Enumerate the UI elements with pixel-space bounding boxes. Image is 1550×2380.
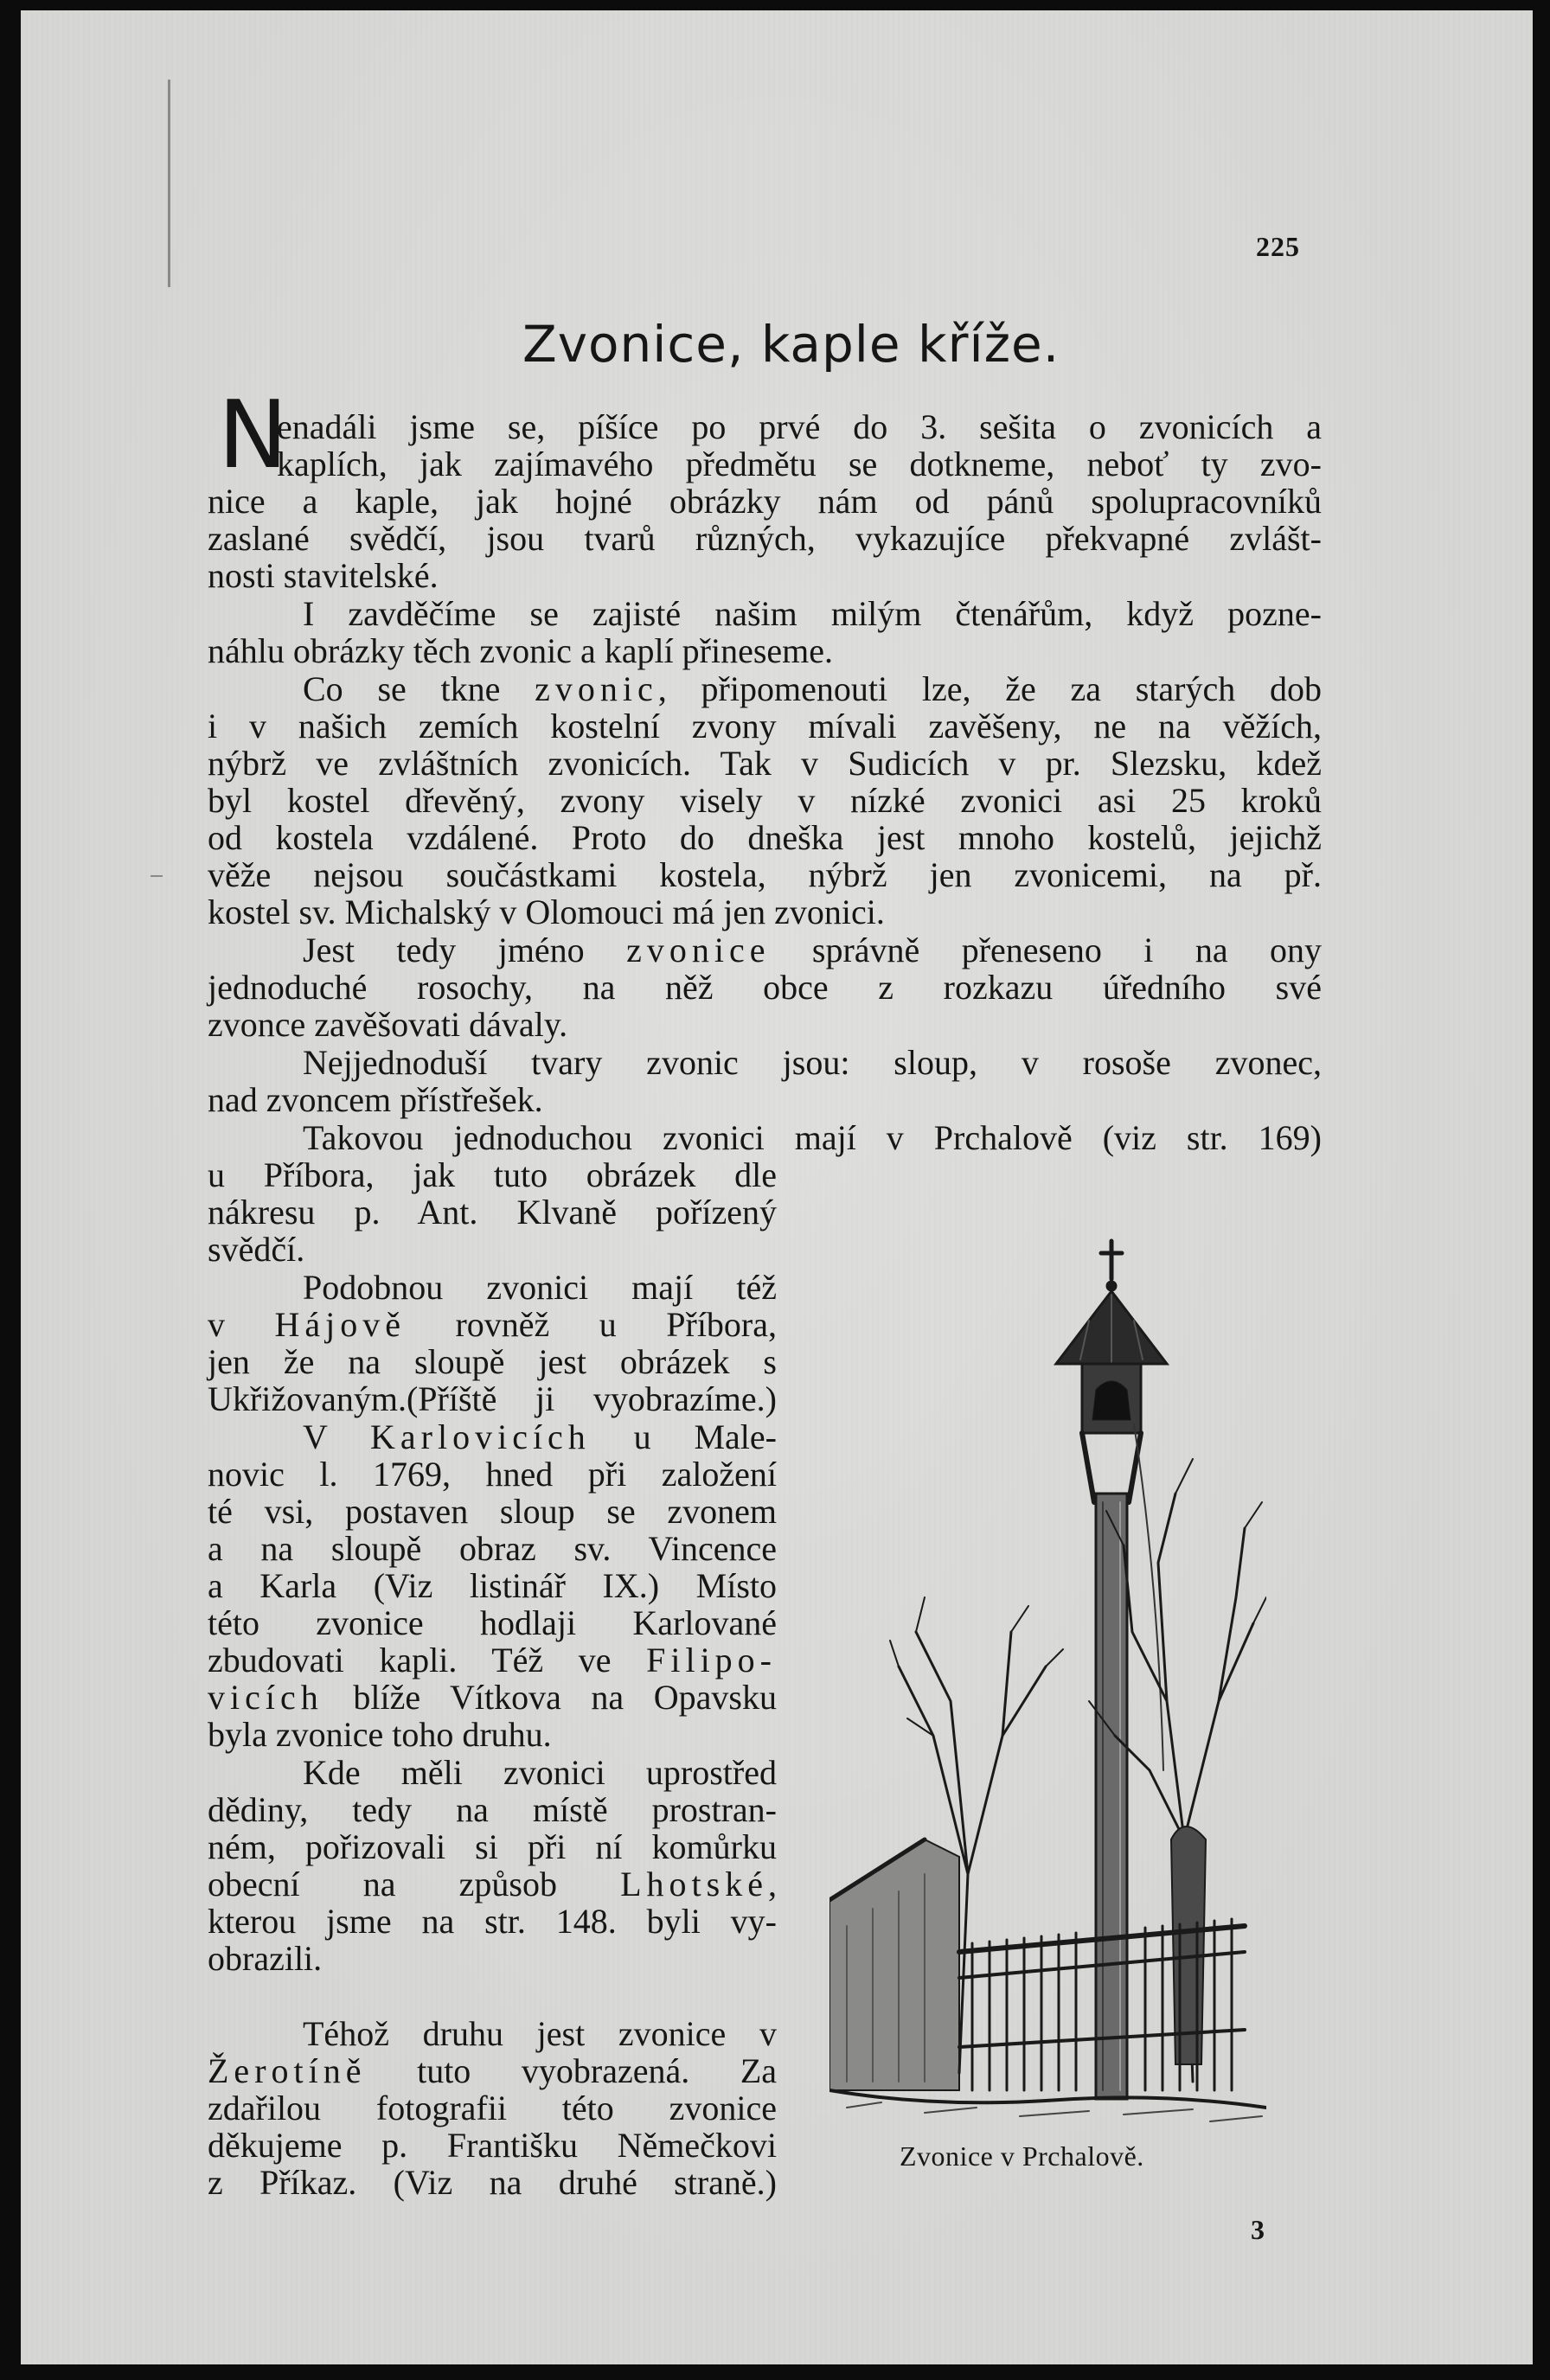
text-line: I zavděčíme se zajisté našim milým čtenářům, když pozne-	[303, 594, 1322, 633]
text-run: Jest tedy jméno	[303, 931, 627, 969]
text-line: Takovou jednoduchou zvonici mají v Prchalově (viz str. 169)	[303, 1118, 1322, 1157]
text-line: ném, pořizovali si při ní komůrku	[208, 1827, 777, 1866]
text-run: u Male-	[590, 1417, 777, 1456]
text-run: v	[208, 1305, 275, 1344]
text-line: té vsi, postaven sloup se zvonem	[208, 1492, 777, 1531]
text-line: obrazili.	[208, 1939, 323, 1978]
signature-number: 3	[1251, 2214, 1265, 2245]
text-line	[208, 2052, 777, 2090]
text-line: nad zvoncem přístřešek.	[208, 1080, 543, 1119]
margin-mark	[151, 875, 163, 877]
text-run: zbudovati kapli. Též ve	[208, 1641, 647, 1679]
text-line: této zvonice hodlaji Karlované	[208, 1603, 777, 1642]
text-line: nosti stavitelské.	[208, 556, 439, 595]
text-line	[208, 1641, 777, 1679]
text-line: z Příkaz. (Viz na druhé straně.)	[208, 2163, 777, 2202]
text-run: obecní na způsob	[208, 1865, 621, 1903]
text-run: správně přeneseno i na ony	[770, 931, 1322, 969]
page-title: Zvonice, kaple kříže.	[522, 315, 1060, 374]
text-line: jednoduché rosochy, na něž obce z rozkazu úředního své	[208, 968, 1322, 1007]
belfry-illustration	[829, 1217, 1266, 2146]
text-line: zaslané svědčí, jsou tvarů různých, vykazujíce překvapné zvlášt-	[208, 519, 1322, 558]
text-line: enadáli jsme se, píšíce po prvé do 3. sešita o zvonicích a	[277, 407, 1322, 446]
text-run: , připomenouti lze, že za starých dob	[657, 669, 1323, 708]
figure-caption: Zvonice v Prchalově.	[900, 2140, 1144, 2172]
text-line: i v našich zemích kostelní zvony mívali zavěšeny, ne na věžích,	[208, 707, 1322, 745]
text-line: kostel sv. Michalský v Olomouci má jen zvonici.	[208, 892, 885, 931]
spaced-term: Žerotíně	[208, 2051, 367, 2090]
text-line: kaplích, jak zajímavého předmětu se dotkneme, neboť ty zvo-	[277, 445, 1322, 483]
text-line: náhlu obrázky těch zvonic a kaplí přineseme.	[208, 631, 834, 670]
drop-cap: N	[218, 381, 288, 489]
text-line: nýbrž ve zvláštních zvonicích. Tak v Sudicích v pr. Slezsku, kdež	[208, 744, 1322, 783]
text-line: dědiny, tedy na místě prostran-	[208, 1790, 777, 1829]
text-line: věže nejsou součástkami kostela, nýbrž jen zvonicemi, na př.	[208, 855, 1322, 894]
text-line: nice a kaple, jak hojné obrázky nám od pánů spolupracovníků	[208, 482, 1322, 521]
text-run: tuto vyobrazená. Za	[366, 2051, 777, 2090]
text-line	[208, 1865, 777, 1903]
text-line: zvonce zavěšovati dávaly.	[208, 1005, 568, 1044]
text-line	[303, 931, 1322, 969]
text-line	[303, 670, 1322, 708]
book-page	[21, 10, 1533, 2364]
text-line: u Příbora, jak tuto obrázek dle	[208, 1155, 777, 1194]
text-line: jen že na sloupě jest obrázek s	[208, 1342, 777, 1381]
text-line: děkujeme p. Františku Němečkovi	[208, 2126, 777, 2165]
text-run: blíže Vítkova na Opavsku	[323, 1678, 777, 1717]
text-line	[303, 1418, 777, 1456]
text-line: Nejjednoduší tvary zvonic jsou: sloup, v rosoše zvonec,	[303, 1043, 1322, 1082]
spaced-term: zvonic	[535, 669, 658, 708]
spaced-term: Lhotské	[620, 1865, 768, 1903]
margin-mark	[168, 80, 170, 287]
spaced-term: Hájově	[274, 1305, 406, 1344]
spaced-term: Filipo-	[646, 1641, 777, 1679]
spaced-term: Karlovicích	[370, 1417, 591, 1456]
text-line: Ukřižovaným.(Příště ji vyobrazíme.)	[208, 1379, 777, 1418]
text-run: Co se tkne	[303, 669, 535, 708]
text-line: kterou jsme na str. 148. byli vy-	[208, 1902, 777, 1941]
text-line: a Karla (Viz listinář IX.) Místo	[208, 1566, 777, 1605]
page-number: 225	[1256, 231, 1300, 262]
text-line: Kde měli zvonici uprostřed	[303, 1753, 777, 1792]
text-line	[208, 1306, 777, 1344]
text-line: svědčí.	[208, 1230, 305, 1269]
text-line: byla zvonice toho druhu.	[208, 1715, 552, 1754]
text-line: Téhož druhu jest zvonice v	[303, 2014, 777, 2053]
text-line: zdařilou fotografii této zvonice	[208, 2089, 777, 2127]
text-line: nákresu p. Ant. Klvaně pořízený	[208, 1193, 777, 1232]
text-run: rovněž u Příbora,	[406, 1305, 777, 1344]
text-line: a na sloupě obraz sv. Vincence	[208, 1529, 777, 1568]
text-line: Podobnou zvonici mají též	[303, 1268, 777, 1307]
text-line: novic l. 1769, hned při založení	[208, 1455, 777, 1494]
text-run: V	[303, 1417, 370, 1456]
text-line: od kostela vzdálené. Proto do dneška jest mnoho kostelů, jejichž	[208, 818, 1322, 857]
text-line: byl kostel dřevěný, zvony visely v nízké zvonici asi 25 kroků	[208, 781, 1322, 820]
spaced-term: zvonice	[626, 931, 771, 969]
text-line	[208, 1679, 777, 1717]
spaced-term: vicích	[208, 1678, 323, 1717]
text-run: ,	[768, 1865, 777, 1903]
